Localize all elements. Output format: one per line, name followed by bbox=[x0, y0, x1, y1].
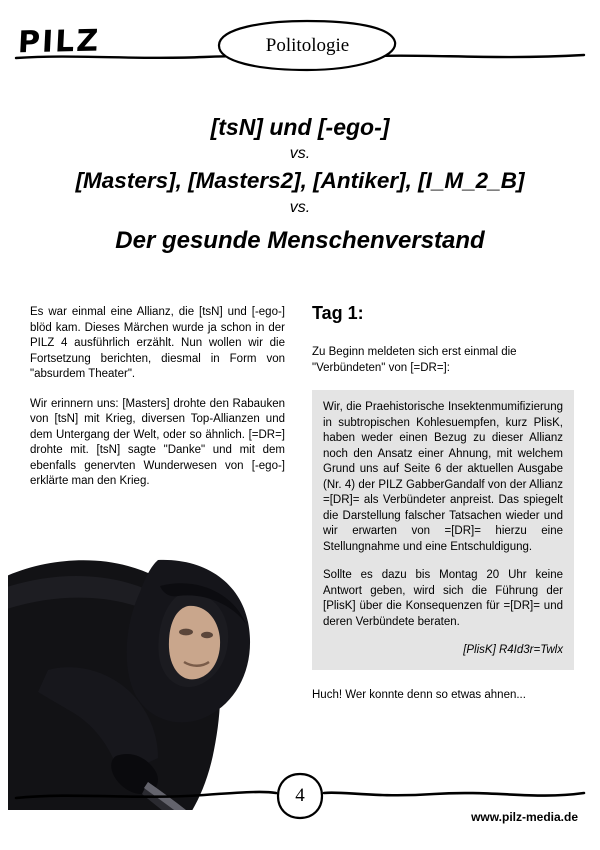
intro-paragraph: Zu Beginn meldeten sich erst einmal die "Verbündeten" von [=DR=]: bbox=[312, 346, 517, 374]
title-vs-2: vs. bbox=[289, 199, 311, 216]
page-number: 4 bbox=[295, 785, 305, 806]
section-title-bubble bbox=[215, 18, 400, 74]
left-column-body bbox=[30, 305, 285, 504]
quote-paragraph-1: Wir, die Praehistorische Insektenmumifizierung in subtropischen Kohlesuempfen, kurz PlisK, haben weder einen Bezug zu dieser Allianz noch den Ansatz einer Ahnung, mit welchem Grund uns auf Seite 6 der aktuellen Ausgabe (Nr. 4) der PILZ GabberGandalf von der Allianz =[DR]= als Verbündeter anpreist. Das spiegelt die Darstellung falscher Tatsachen wieder und wir erwarten von =[DR]= hierzu eine Stellungnahme und eine Entschuldigung. bbox=[323, 401, 563, 553]
section-title-text: Politologie bbox=[265, 35, 350, 56]
title-line-1: [tsN] und [-ego-] bbox=[210, 114, 390, 140]
article-title bbox=[0, 112, 600, 258]
title-vs-1: vs. bbox=[289, 145, 311, 162]
quote-box bbox=[312, 390, 574, 670]
photo-figure-illustration bbox=[8, 520, 298, 810]
title-line-2: [Masters], [Masters2], [Antiker], [I_M_2_B] bbox=[75, 168, 525, 193]
day-heading: Tag 1: bbox=[312, 303, 364, 323]
outro-paragraph: Huch! Wer konnte denn so etwas ahnen... bbox=[312, 688, 526, 701]
right-column-body bbox=[312, 303, 574, 703]
masthead-logo-text: PILZ bbox=[17, 23, 101, 61]
left-paragraph-2: Wir erinnern uns: [Masters] drohte den Rabauken von [tsN] mit Krieg, diversen Top-Allianzen und dem Untergang der Welt, oder so ähnlich. [=DR=] drohte mit. [tsN] sagte "Danke" und mit dem ebenfalls genervten Wunderwesen von [-ego-] erklärte man den Krieg. bbox=[30, 397, 285, 487]
website-url: www.pilz-media.de bbox=[471, 810, 578, 824]
title-line-3: Der gesunde Menschenverstand bbox=[115, 227, 485, 254]
quote-paragraph-2: Sollte es dazu bis Montag 20 Uhr keine Antwort geben, wird sich die Führung der [PlisK] über die Konsequenzen für =[DR]= und deren Verbündete beraten. bbox=[323, 569, 563, 628]
article-photo bbox=[8, 520, 298, 810]
quote-signature: [PlisK] R4Id3r=Twlx bbox=[463, 644, 563, 656]
left-paragraph-1: Es war einmal eine Allianz, die [tsN] und [-ego-] blöd kam. Dieses Märchen wurde ja schon in der PILZ 4 ausführlich erzählt. Nun wollen wir die Fortsetzung berichten, diesmal in Form von "absurdem Theater". bbox=[30, 306, 285, 380]
